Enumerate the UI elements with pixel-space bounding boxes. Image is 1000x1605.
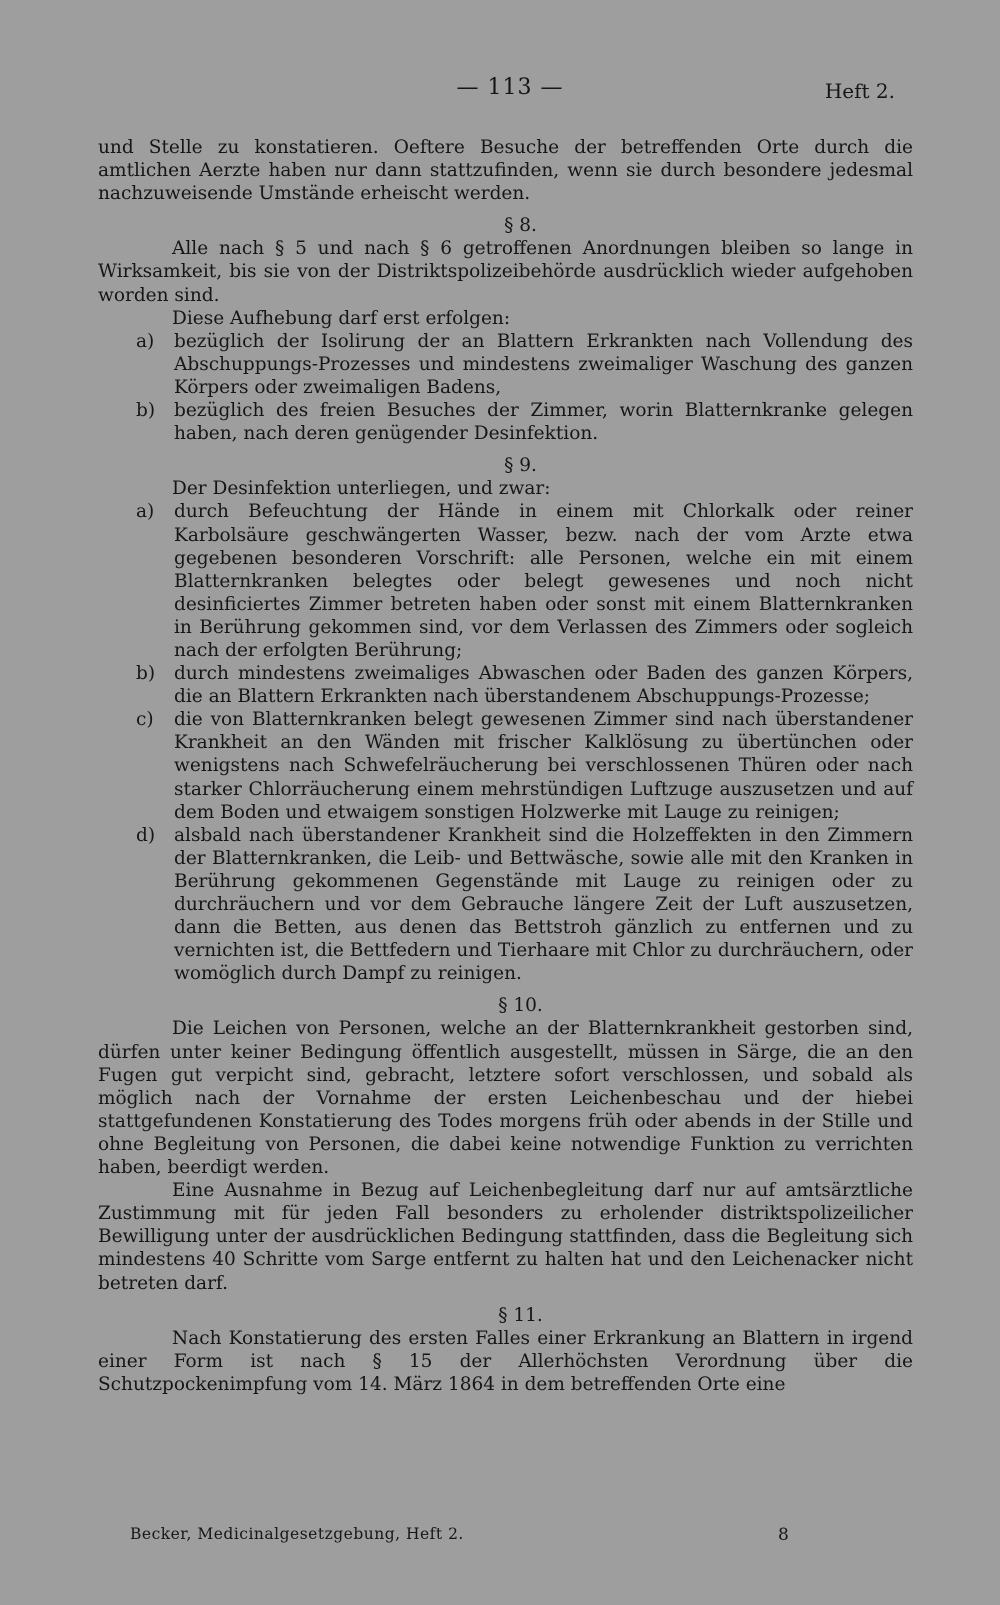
section-9-item-c <box>98 708 913 823</box>
item-label: c) <box>136 709 154 731</box>
section-9-heading: § 9. <box>504 455 537 477</box>
item-label: d) <box>136 824 156 846</box>
section-8-heading: § 8. <box>504 215 537 237</box>
page-header <box>0 75 1000 105</box>
item-label: b) <box>136 400 156 422</box>
section-10-heading: § 10. <box>498 995 543 1017</box>
section-11-heading: § 11. <box>498 1304 543 1326</box>
section-9-item-b <box>98 662 913 708</box>
item-text: durch Befeuchtung der Hände in einem mit Chlorkalk oder reiner Karbolsäure geschwängerten Wasser, bezw. nach der vom Arzte etwa gegebenen besonderen Vorschrift: alle Personen, welche ein mit einem Blatternkranken belegtes oder belegt gewesenes und noch nicht desinficiertes Zimmer betreten haben oder sonst mit einem Blatternkranken in Berührung gekommen sind, vor dem Verlassen des Zimmers oder sogleich nach der erfolgten Berührung; <box>174 501 913 661</box>
item-text: durch mindestens zweimaliges Abwaschen oder Baden des ganzen Körpers, die an Blattern Erkrankten nach überstandenem Abschuppungs-Prozesse; <box>174 663 913 708</box>
section-11-paragraph-1: Nach Konstatierung des ersten Falles einer Erkrankung an Blattern in irgend einer Form ist nach § 15 der Allerhöchsten Verordnung über die Schutzpockenimpfung vom 14. März 1864 in dem betreffenden Orte eine <box>98 1327 913 1395</box>
section-9-item-a <box>98 500 913 662</box>
item-label: a) <box>136 330 155 352</box>
section-8-paragraph-1: Alle nach § 5 und nach § 6 getroffenen Anordnungen bleiben so lange in Wirksamkeit, bis sie von der Distriktspolizeibehörde ausdrücklich wieder aufgehoben worden sind. <box>98 238 913 306</box>
item-label: b) <box>136 663 156 685</box>
item-text: alsbald nach überstandener Krankheit sind die Holzeffekten in den Zimmern der Blatternkranken, die Leib- und Bettwäsche, sowie alle mit den Kranken in Berührung gekommenen Gegenstände mit Lauge zu reinigen oder zu durchräuchern und vor dem Gebrauche längere Zeit der Luft auszusetzen, dann die Betten, aus denen das Bettstroh gänzlich zu entfernen und zu vernichten ist, die Bettfedern und Tierhaare mit Chlor zu durchräuchern, oder womöglich durch Dampf zu reinigen. <box>174 824 913 985</box>
page-number: — 113 — <box>456 75 564 100</box>
intro-paragraph: und Stelle zu konstatieren. Oeftere Besuche der betreffenden Orte durch die amtlichen Aerzte haben nur dann stattzufinden, wenn sie durch besondere jedesmal nachzuweisende Umstände erheischt werden. <box>98 137 913 205</box>
section-8-item-a <box>98 330 913 399</box>
footer-source: Becker, Medicinalgesetzgebung, Heft 2. <box>130 1525 464 1543</box>
section-8-paragraph-2: Diese Aufhebung darf erst erfolgen: <box>172 307 511 329</box>
item-text: bezüglich der Isolirung der an Blattern Erkrankten nach Vollendung des Abschuppungs-Prozesses und mindestens zweimaliger Waschung des ganzen Körpers oder zweimaligen Badens, <box>174 330 913 398</box>
heft-label: Heft 2. <box>824 79 895 103</box>
section-9-item-d <box>98 824 913 986</box>
body-text <box>98 136 913 1396</box>
item-text: die von Blatternkranken belegt gewesenen Zimmer sind nach überstandener Krankheit an den Wänden mit frischer Kalklösung zu übertünchen oder wenigstens nach Schwefelräucherung bei verschlossenen Thüren oder nach starker Chlorräucherung einem mehrstündigen Luftzuge auszusetzen und auf dem Boden und etwaigem sonstigen Holzwerke mit Lauge zu reinigen; <box>174 709 913 823</box>
section-9-paragraph-1: Der Desinfektion unterliegen, und zwar: <box>172 478 551 500</box>
signature-mark: 8 <box>778 1525 789 1545</box>
section-10-paragraph-1: Die Leichen von Personen, welche an der Blatternkrankheit gestorben sind, dürfen unter keiner Bedingung öffentlich ausgestellt, müssen in Särge, die an den Fugen gut verpicht sind, gebracht, letztere sofort verschlossen, und sobald als möglich nach der Vornahme der ersten Leichenbeschau und der hiebei stattgefundenen Konstatierung des Todes morgens früh oder abends in der Stille und ohne Begleitung von Personen, die dabei keine notwendige Funktion zu verrichten haben, beerdigt werden. <box>98 1018 913 1179</box>
item-label: a) <box>136 501 155 523</box>
page-footer <box>130 1525 810 1543</box>
item-text: bezüglich des freien Besuches der Zimmer, worin Blatternkranke gelegen haben, nach deren genügender Desinfektion. <box>174 400 913 445</box>
section-10-paragraph-2: Eine Ausnahme in Bezug auf Leichenbegleitung darf nur auf amtsärztliche Zustimmung mit für jeden Fall besonders zu erholender distriktspolizeilicher Bewilligung unter der ausdrücklichen Bedingung stattfinden, dass die Begleitung sich mindestens 40 Schritte vom Sarge entfernt zu halten hat und den Leichenacker nicht betreten darf. <box>98 1180 913 1294</box>
section-8-item-b <box>98 399 913 445</box>
